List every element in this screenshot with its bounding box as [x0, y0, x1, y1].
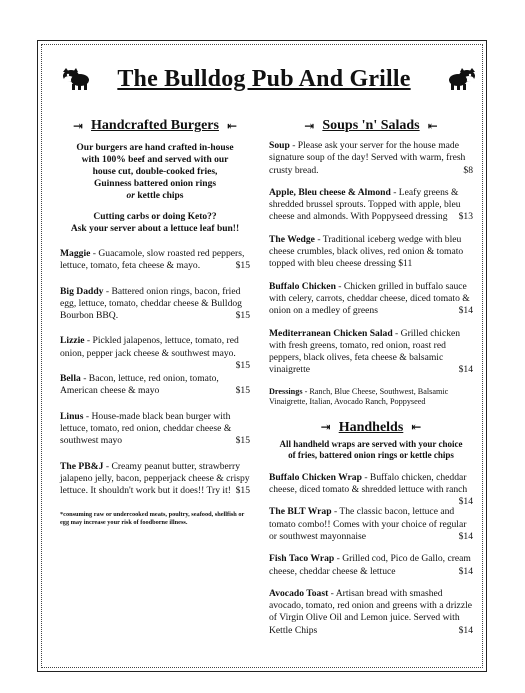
menu-item-buffalo-chicken — [269, 281, 473, 318]
item-desc: - Pickled jalapenos, lettuce, tomato, red onion, pepper jack cheese & southwest mayo. — [60, 335, 239, 359]
intro-last: kettle chips — [134, 191, 184, 201]
intro-line: Guinness battered onion rings — [93, 179, 217, 189]
intro-line: of fries, battered onion rings or kettle chips — [288, 450, 454, 461]
item-price: $15 — [235, 385, 250, 397]
item-desc: - Battered onion rings, bacon, fried egg, lettuce, tomato, cheddar cheese & Bulldog Bourbon BBQ. — [60, 285, 242, 322]
item-desc: - Artisan bread with smashed avocado, tomato, red onion and greens with a drizzle of Virgin Olive Oil and Lemon juice. Served with Kettle Chips — [269, 587, 472, 636]
intro-line: All handheld wraps are served with your choice — [279, 438, 463, 449]
item-name: Apple, Bleu cheese & Almond — [269, 186, 391, 198]
menu-item-fish-taco-wrap — [269, 553, 473, 578]
dressings-label: Dressings — [269, 386, 303, 396]
item-desc: - Grilled cod, Pico de Gallo, cream cheese, cheddar cheese & lettuce — [269, 553, 471, 577]
item-price: $15 — [235, 360, 250, 372]
item-name: Buffalo Chicken Wrap — [269, 471, 362, 483]
item-price: $14 — [458, 565, 473, 577]
item-desc: - Leafy greens & shredded brussel sprouts. Topped with apple, bleu cheese and almonds. With Poppyseed dressing — [269, 186, 461, 223]
section-title: Soups 'n' Salads — [322, 118, 420, 133]
handhelds-heading — [269, 420, 473, 436]
item-price: $14 — [458, 364, 473, 376]
menu-item-pbj — [60, 461, 250, 498]
item-name: The PB&J — [60, 460, 104, 472]
item-price: $14 — [458, 624, 473, 636]
menu-item-soup — [269, 140, 473, 177]
arrow-right-bar-icon: ⇥ — [304, 118, 315, 133]
item-name: Mediterranean Chicken Salad — [269, 327, 393, 339]
dressings-text: - Ranch, Blue Cheese, Southwest, Balsamic Vinaigrette, Italian, Avocado Ranch, Poppyseed — [269, 386, 449, 407]
item-desc: - The classic bacon, lettuce and tomato combo!! Comes with your choice of regular or southwest mayonnaise — [269, 506, 467, 542]
intro-line: house cut, double-cooked fries, — [92, 167, 218, 177]
menu-item-apple-bleu — [269, 187, 473, 224]
arrow-left-bar-icon: ⇤ — [427, 118, 438, 133]
item-desc: - Bacon, lettuce, red onion, tomato, American cheese & mayo — [60, 373, 219, 397]
arrow-right-bar-icon: ⇥ — [320, 420, 331, 435]
menu-item-blt-wrap — [269, 506, 473, 543]
section-title: Handhelds — [338, 419, 404, 435]
item-name: The Wedge — [269, 233, 315, 245]
food-safety-note: *consuming raw or undercooked meats, poultry, seafood, shellfish or egg may increase your risk of foodborne illness. — [60, 511, 245, 527]
item-desc: - Traditional iceberg wedge with bleu cheese crumbles, black olives, red onion & tomato topped with bleu cheese dressing — [269, 233, 464, 270]
dressings-list — [269, 387, 473, 408]
item-price: $13 — [458, 211, 473, 223]
intro-or: or — [126, 191, 135, 201]
menu-item-buffalo-wrap — [269, 471, 473, 508]
item-price: $15 — [235, 310, 250, 322]
burgers-intro — [60, 142, 250, 202]
item-desc: - Buffalo chicken, cheddar cheese, diced tomato & shredded lettuce with ranch — [269, 471, 468, 496]
item-name: Big Daddy — [60, 285, 104, 297]
item-desc: - Creamy peanut butter, strawberry jalapeno jelly, bacon, pepperjack cheese & crispy lettuce. It shouldn't work but it does!! Try it! — [60, 460, 250, 497]
menu-item-avocado-toast — [269, 588, 473, 637]
item-desc: - Please ask your server for the house made signature soup of the day! Served with warm, fresh crusty bread. — [269, 140, 466, 176]
section-title: Handcrafted Burgers — [91, 118, 219, 133]
item-name: Linus — [60, 410, 84, 422]
item-price: $14 — [458, 305, 473, 317]
menu-item-wedge — [269, 234, 473, 271]
item-name: Buffalo Chicken — [269, 280, 336, 292]
handhelds-intro — [269, 439, 473, 462]
menu-item-mediterranean — [269, 328, 473, 377]
item-price: $8 — [463, 164, 473, 176]
page-title: The Bulldog Pub And Grille — [117, 66, 411, 92]
item-name: Maggie — [60, 248, 91, 259]
menu-item-maggie — [60, 248, 250, 273]
item-desc: - Chicken grilled in buffalo sauce with celery, carrots, cheddar cheese, diced tomato & onion on a medley of greens — [269, 280, 470, 317]
intro-line: Our burgers are hand crafted in-house — [76, 143, 234, 153]
bulldog-icon — [60, 66, 90, 92]
item-name: Avocado Toast — [269, 587, 329, 599]
intro-line: with 100% beef and served with our — [81, 155, 229, 165]
item-name: The BLT Wrap — [269, 506, 332, 518]
menu-item-linus — [60, 411, 250, 448]
menu-item-bella — [60, 373, 250, 398]
item-name: Lizzie — [60, 335, 85, 347]
item-price: $14 — [458, 530, 473, 542]
keto-line: Cutting carbs or doing Keto?? — [93, 212, 217, 222]
arrow-right-bar-icon: ⇥ — [72, 118, 84, 133]
item-name: Fish Taco Wrap — [269, 553, 335, 565]
item-price: $15 — [235, 485, 250, 497]
item-price: $11 — [398, 258, 413, 270]
arrow-left-bar-icon: ⇤ — [411, 420, 422, 435]
intro-line — [60, 190, 250, 202]
burgers-column — [60, 118, 250, 527]
arrow-left-bar-icon: ⇤ — [226, 118, 238, 133]
burgers-heading — [60, 118, 250, 134]
item-desc: - House-made black bean burger with lettuce, tomato, red onion, cheddar cheese & southwest mayo — [60, 410, 232, 447]
item-price: $15 — [235, 260, 250, 272]
item-desc: - Grilled chicken with fresh greens, tomato, red onion, roast red peppers, black olives, feta cheese & balsamic vinaigrette — [269, 327, 461, 376]
keto-note — [60, 211, 250, 235]
soups-handhelds-column — [269, 118, 473, 637]
item-price: $14 — [458, 496, 473, 508]
keto-line: Ask your server about a lettuce leaf bun!! — [70, 224, 240, 234]
menu-item-big-daddy — [60, 286, 250, 323]
item-price: $15 — [235, 435, 250, 447]
bulldog-icon — [448, 66, 478, 92]
item-name: Bella — [60, 373, 81, 385]
soups-heading — [269, 118, 473, 134]
item-desc: - Guacamole, slow roasted red peppers, lettuce, tomato, feta cheese & mayo. — [60, 248, 245, 272]
menu-item-lizzie — [60, 335, 250, 372]
item-name: Soup — [269, 140, 290, 151]
